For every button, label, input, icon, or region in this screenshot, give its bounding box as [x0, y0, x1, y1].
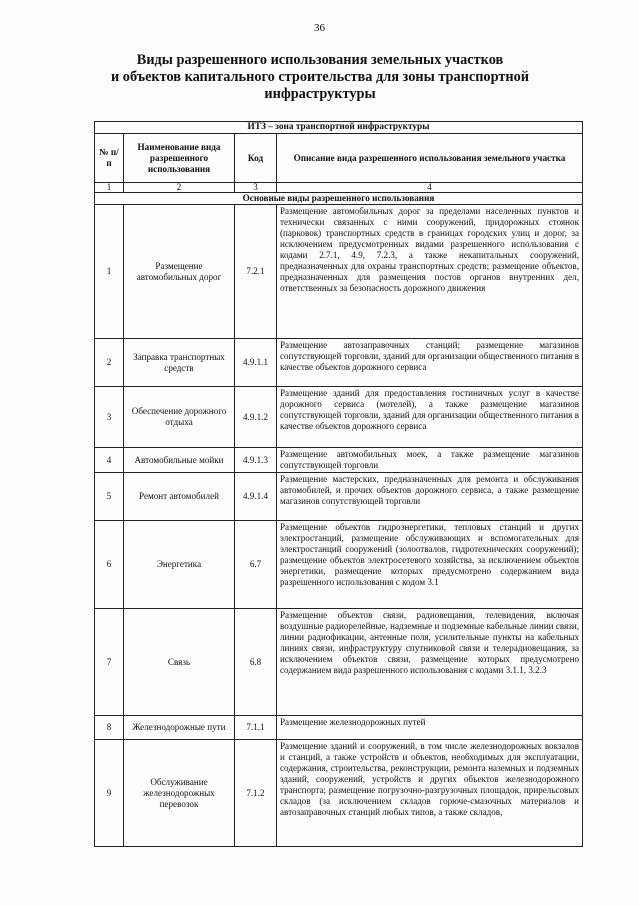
- header-code: Код: [235, 134, 277, 183]
- row-use-name: Автомобильные мойки: [124, 448, 235, 473]
- land-use-table: [94, 121, 583, 847]
- column-number: 2: [124, 183, 235, 193]
- row-use-name: Обеспечение дорожного отдыха: [124, 387, 235, 448]
- row-use-name: Заправка транспортных средств: [124, 339, 235, 387]
- row-description: Размещение мастерских, предназначенных для ремонта и обслуживания автомобилей, и прочих объектов дорожного сервиса, а также размещение магазинов сопутствующей торговли: [277, 473, 583, 521]
- header-name: Наименование вида разрешенного использования: [124, 134, 235, 183]
- row-code: 4.9.1.1: [235, 339, 277, 387]
- row-number: 7: [95, 609, 124, 716]
- column-number: 1: [95, 183, 124, 193]
- row-description: Размещение автомобильных дорог за пределами населенных пунктов и технически связанных с ними сооружений, придорожных стоянок (парковок) транспортных средств в границах городских улиц и дорог, за исключением предусмотренных видами разрешенного использования с кодами 2.7.1, 4.9, 7.2.3, а также некапитальных сооружений, предназначенных для охраны транспортных средств; размещение объектов, предназначенных для размещения постов органов внутренних дел, ответственных за безопасность дорожного движения: [277, 205, 583, 339]
- row-code: 7.1.1: [235, 716, 277, 740]
- row-number: 6: [95, 521, 124, 609]
- row-use-name: Энергетика: [124, 521, 235, 609]
- table-row: [95, 387, 583, 448]
- row-description: Размещение автомобильных моек, а также размещение магазинов сопутствующей торговли: [277, 448, 583, 473]
- row-number: 4: [95, 448, 124, 473]
- row-code: 7.1.2: [235, 740, 277, 847]
- header-num: № п/п: [95, 134, 124, 183]
- zone-title: ИТЗ – зона транспортной инфраструктуры: [95, 122, 583, 134]
- row-number: 5: [95, 473, 124, 521]
- row-code: 6.8: [235, 609, 277, 716]
- table-row: [95, 339, 583, 387]
- row-use-name: Ремонт автомобилей: [124, 473, 235, 521]
- row-code: 4.9.1.3: [235, 448, 277, 473]
- row-use-name: Обслуживание железнодорожных перевозок: [124, 740, 235, 847]
- title-line: Виды разрешенного использования земельных участков: [136, 52, 504, 68]
- header-desc: Описание вида разрешенного использования земельного участка: [277, 134, 583, 183]
- column-number: 3: [235, 183, 277, 193]
- title-line: инфраструктуры: [264, 86, 376, 102]
- row-number: 2: [95, 339, 124, 387]
- row-code: 4.9.1.2: [235, 387, 277, 448]
- row-description: Размещение железнодорожных путей: [277, 716, 583, 740]
- table-row: [95, 521, 583, 609]
- row-description: Размещение объектов гидроэнергетики, тепловых станций и других электростанций, размещение обслуживающих и вспомогательных для электростанций сооружений (золоотвалов, гидротехнических сооружений); размещение объектов электросетевого хозяйства, за исключением объектов энергетики, размещение которых предусмотрено содержанием вида разрешенного использования с кодом 3.1: [277, 521, 583, 609]
- row-use-name: Железнодорожные пути: [124, 716, 235, 740]
- row-code: 6.7: [235, 521, 277, 609]
- row-number: 3: [95, 387, 124, 448]
- section-title: Основные виды разрешенного использования: [95, 193, 583, 205]
- title-line: и объектов капитального строительства для зоны транспортной: [110, 69, 529, 85]
- row-number: 9: [95, 740, 124, 847]
- row-number: 8: [95, 716, 124, 740]
- table-row: [95, 473, 583, 521]
- table-row: [95, 448, 583, 473]
- table-body: [95, 205, 583, 847]
- row-code: 4.9.1.4: [235, 473, 277, 521]
- row-code: 7.2.1: [235, 205, 277, 339]
- row-description: Размещение зданий и сооружений, в том числе железнодорожных вокзалов и станций, а также устройств и объектов, необходимых для эксплуатации, содержания, строительства, реконструкции, ремонта наземных и подземных зданий, сооружений, устройств и других объектов железнодорожного транспорта; размещение погрузочно-разгрузочных площадок, прирельсовых складов (за исключением складов горюче-смазочных материалов и автозаправочных станций любых типов, а также складов,: [277, 740, 583, 847]
- table-row: [95, 205, 583, 339]
- row-description: Размещение объектов связи, радиовещания, телевидения, включая воздушные радиорелейные, надземные и подземные кабельные линии связи, линии радиофикации, антенные поля, усилительные пункты на кабельных линиях связи, инфраструктуру спутниковой связи и телерадиовещания, за исключением объектов связи, размещение которых предусмотрено содержанием вида разрешенного использования с кодами 3.1.1, 3.2.3: [277, 609, 583, 716]
- page-number: 36: [314, 22, 325, 34]
- row-description: Размещение зданий для предоставления гостиничных услуг в качестве дорожного сервиса (мотелей), а также размещение магазинов сопутствующей торговли, зданий для организации общественного питания в качестве объектов дорожного сервиса: [277, 387, 583, 448]
- column-number: 4: [277, 183, 583, 193]
- row-use-name: Связь: [124, 609, 235, 716]
- page-title: [60, 52, 580, 103]
- row-use-name: Размещение автомобильных дорог: [124, 205, 235, 339]
- row-description: Размещение автозаправочных станций; размещение магазинов сопутствующей торговли, зданий для организации общественного питания в качестве объектов дорожного сервиса: [277, 339, 583, 387]
- table-row: [95, 740, 583, 847]
- row-number: 1: [95, 205, 124, 339]
- table-row: [95, 609, 583, 716]
- table-row: [95, 716, 583, 740]
